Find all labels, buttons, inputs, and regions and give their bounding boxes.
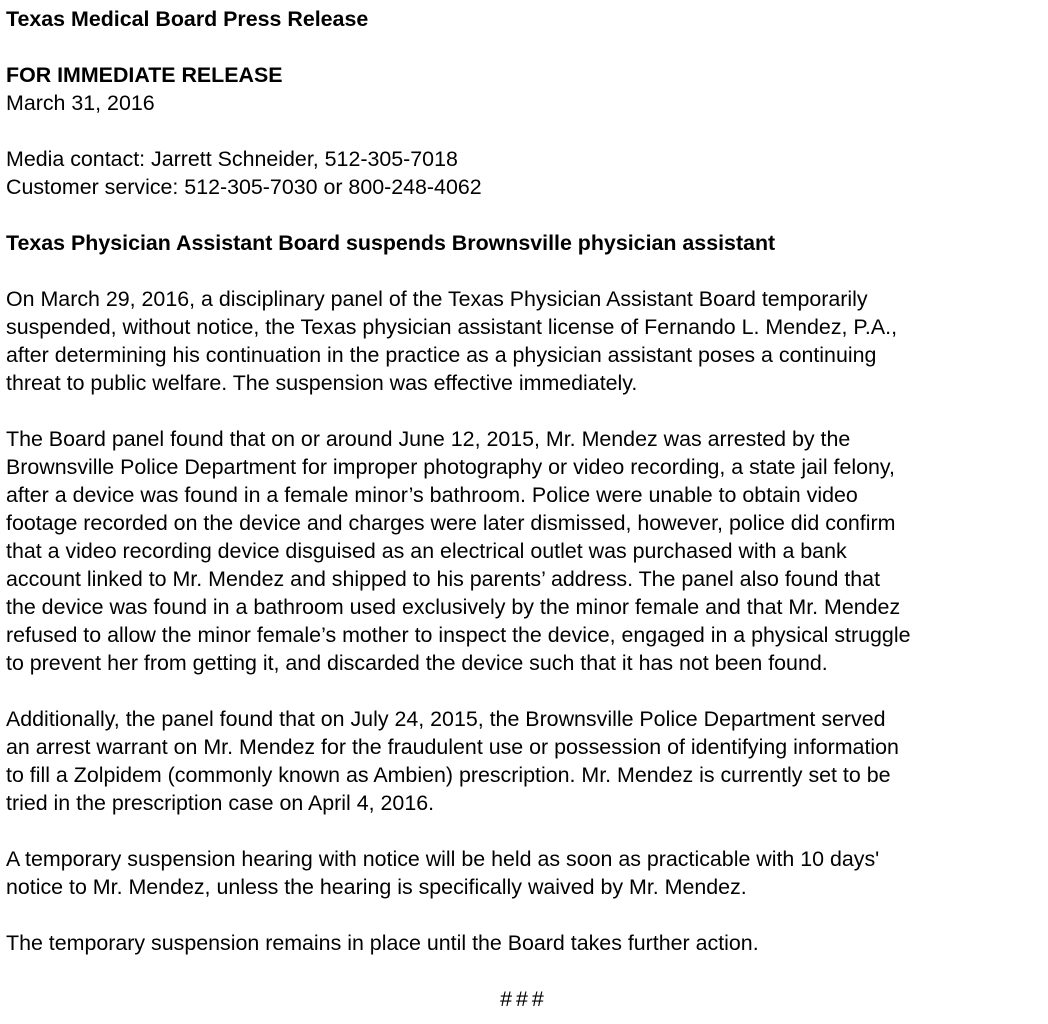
paragraph-line: A temporary suspension hearing with notice will be held as soon as practicable with 10 days' bbox=[6, 847, 880, 871]
paragraph-5 bbox=[6, 929, 1042, 957]
paragraph-1 bbox=[6, 285, 1042, 397]
spacer bbox=[6, 257, 1042, 285]
paragraph-line: The temporary suspension remains in place until the Board takes further action. bbox=[6, 931, 759, 955]
spacer bbox=[6, 901, 1042, 929]
paragraph-line: to fill a Zolpidem (commonly known as Ambien) prescription. Mr. Mendez is currently set to be bbox=[6, 763, 891, 787]
press-release-document bbox=[6, 5, 1042, 1013]
paragraph-line: refused to allow the minor female’s mother to inspect the device, engaged in a physical struggle bbox=[6, 623, 911, 647]
paragraph-line: that a video recording device disguised as an electrical outlet was purchased with a bank bbox=[6, 539, 847, 563]
paragraph-line: The Board panel found that on or around June 12, 2015, Mr. Mendez was arrested by the bbox=[6, 427, 851, 451]
media-contact: Media contact: Jarrett Schneider, 512-305-7018 bbox=[6, 147, 458, 171]
spacer bbox=[6, 33, 1042, 61]
document-header: Texas Medical Board Press Release bbox=[6, 7, 369, 31]
release-label: FOR IMMEDIATE RELEASE bbox=[6, 63, 283, 87]
paragraph-line: suspended, without notice, the Texas physician assistant license of Fernando L. Mendez, P.A., bbox=[6, 315, 898, 339]
spacer bbox=[6, 117, 1042, 145]
paragraph-line: notice to Mr. Mendez, unless the hearing is specifically waived by Mr. Mendez. bbox=[6, 875, 747, 899]
paragraph-line: after determining his continuation in the practice as a physician assistant poses a continuing bbox=[6, 343, 877, 367]
spacer bbox=[6, 201, 1042, 229]
spacer bbox=[6, 817, 1042, 845]
paragraph-line: an arrest warrant on Mr. Mendez for the fraudulent use or possession of identifying information bbox=[6, 735, 899, 759]
spacer bbox=[6, 957, 1042, 985]
customer-service: Customer service: 512-305-7030 or 800-248-4062 bbox=[6, 175, 482, 199]
paragraph-line: threat to public welfare. The suspension was effective immediately. bbox=[6, 371, 638, 395]
paragraph-2 bbox=[6, 425, 1042, 677]
paragraph-4 bbox=[6, 845, 1042, 901]
paragraph-line: footage recorded on the device and charges were later dismissed, however, police did confirm bbox=[6, 511, 896, 535]
paragraph-3 bbox=[6, 705, 1042, 817]
paragraph-line: Brownsville Police Department for improper photography or video recording, a state jail felony, bbox=[6, 455, 895, 479]
paragraph-line: Additionally, the panel found that on July 24, 2015, the Brownsville Police Department served bbox=[6, 707, 886, 731]
paragraph-line: to prevent her from getting it, and discarded the device such that it has not been found. bbox=[6, 651, 828, 675]
paragraph-line: after a device was found in a female minor’s bathroom. Police were unable to obtain video bbox=[6, 483, 858, 507]
headline: Texas Physician Assistant Board suspends Brownsville physician assistant bbox=[6, 231, 776, 255]
spacer bbox=[6, 677, 1042, 705]
spacer bbox=[6, 397, 1042, 425]
paragraph-line: the device was found in a bathroom used exclusively by the minor female and that Mr. Mendez bbox=[6, 595, 901, 619]
paragraph-line: account linked to Mr. Mendez and shipped to his parents’ address. The panel also found that bbox=[6, 567, 881, 591]
paragraph-line: On March 29, 2016, a disciplinary panel of the Texas Physician Assistant Board temporarily bbox=[6, 287, 868, 311]
end-mark: ### bbox=[500, 987, 548, 1011]
paragraph-line: tried in the prescription case on April 4, 2016. bbox=[6, 791, 435, 815]
release-date: March 31, 2016 bbox=[6, 91, 155, 115]
